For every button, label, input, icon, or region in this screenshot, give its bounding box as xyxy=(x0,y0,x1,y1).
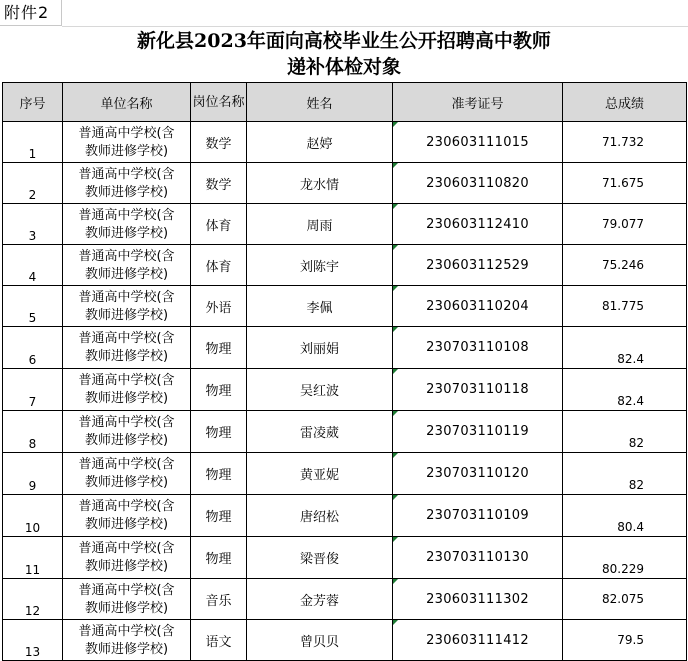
unit-line-2: 教师进修学校) xyxy=(84,266,169,282)
header-seq: 序号 xyxy=(3,83,63,122)
cell-name: 赵婷 xyxy=(247,122,393,163)
title-line-1: 新化县2023年面向高校毕业生公开招聘高中教师 xyxy=(137,30,551,52)
cell-position: 外语 xyxy=(191,286,247,327)
table-row xyxy=(3,163,687,204)
unit-line-1: 普通高中学校(含 xyxy=(78,289,175,305)
cell-position: 数学 xyxy=(191,163,247,204)
cell-seq: 3 xyxy=(3,204,63,245)
table-row xyxy=(3,453,687,495)
cell-ticket: 230603112410 xyxy=(393,204,563,245)
title-line-2: 递补体检对象 xyxy=(286,56,401,78)
header-score: 总成绩 xyxy=(563,83,687,122)
cell-unit xyxy=(63,327,191,369)
unit-line-1: 普通高中学校(含 xyxy=(78,582,175,598)
cell-seq: 11 xyxy=(3,537,63,579)
cell-score: 80.229 xyxy=(563,537,687,579)
cell-seq: 8 xyxy=(3,411,63,453)
unit-line-2: 教师进修学校) xyxy=(84,225,169,241)
cell-unit xyxy=(63,204,191,245)
cell-seq: 7 xyxy=(3,369,63,411)
cell-ticket: 230603111302 xyxy=(393,579,563,620)
cell-ticket: 230603111015 xyxy=(393,122,563,163)
cell-seq: 6 xyxy=(3,327,63,369)
unit-line-2: 教师进修学校) xyxy=(84,184,169,200)
cell-name: 雷凌葳 xyxy=(247,411,393,453)
cell-name: 龙水情 xyxy=(247,163,393,204)
attachment-label: 附件2 xyxy=(0,0,62,26)
unit-line-1: 普通高中学校(含 xyxy=(78,207,175,223)
cell-position: 物理 xyxy=(191,327,247,369)
cell-name: 黄亚妮 xyxy=(247,453,393,495)
unit-line-1: 普通高中学校(含 xyxy=(78,499,175,514)
cell-unit xyxy=(63,369,191,411)
cell-unit xyxy=(63,122,191,163)
table-row xyxy=(3,327,687,369)
cell-ticket: 230603110204 xyxy=(393,286,563,327)
unit-line-2: 教师进修学校) xyxy=(84,349,169,364)
cell-unit xyxy=(63,245,191,286)
table-row xyxy=(3,204,687,245)
cell-position: 体育 xyxy=(191,245,247,286)
cell-unit xyxy=(63,163,191,204)
header-unit: 单位名称 xyxy=(63,83,191,122)
table-row xyxy=(3,245,687,286)
cell-unit xyxy=(63,286,191,327)
header-name: 姓名 xyxy=(247,83,393,122)
candidate-table xyxy=(2,82,687,661)
cell-score: 82.075 xyxy=(563,579,687,620)
cell-unit xyxy=(63,411,191,453)
sheet-gridline xyxy=(62,0,688,27)
table-row xyxy=(3,369,687,411)
cell-name: 周雨 xyxy=(247,204,393,245)
cell-ticket: 230703110109 xyxy=(393,495,563,537)
unit-line-1: 普通高中学校(含 xyxy=(78,373,175,388)
cell-seq: 9 xyxy=(3,453,63,495)
cell-position: 物理 xyxy=(191,411,247,453)
unit-line-1: 普通高中学校(含 xyxy=(78,331,175,346)
cell-score: 82 xyxy=(563,453,687,495)
cell-name: 吴红波 xyxy=(247,369,393,411)
cell-score: 79.5 xyxy=(563,620,687,661)
cell-position: 物理 xyxy=(191,453,247,495)
unit-line-1: 普通高中学校(含 xyxy=(78,248,175,264)
table-row xyxy=(3,620,687,661)
unit-line-2: 教师进修学校) xyxy=(84,517,169,532)
table-header-row xyxy=(3,83,687,122)
unit-line-2: 教师进修学校) xyxy=(84,391,169,406)
cell-score: 81.775 xyxy=(563,286,687,327)
table-row xyxy=(3,579,687,620)
cell-position: 体育 xyxy=(191,204,247,245)
cell-ticket: 230603110820 xyxy=(393,163,563,204)
unit-line-2: 教师进修学校) xyxy=(84,143,169,159)
cell-seq: 5 xyxy=(3,286,63,327)
unit-line-1: 普通高中学校(含 xyxy=(78,541,175,556)
table-row xyxy=(3,286,687,327)
unit-line-1: 普通高中学校(含 xyxy=(78,415,175,430)
cell-seq: 13 xyxy=(3,620,63,661)
cell-ticket: 230703110118 xyxy=(393,369,563,411)
header-ticket: 准考证号 xyxy=(393,83,563,122)
unit-line-1: 普通高中学校(含 xyxy=(78,166,175,182)
cell-unit xyxy=(63,579,191,620)
cell-score: 71.675 xyxy=(563,163,687,204)
cell-name: 金芳蓉 xyxy=(247,579,393,620)
cell-position: 物理 xyxy=(191,495,247,537)
cell-seq: 1 xyxy=(3,122,63,163)
cell-position: 音乐 xyxy=(191,579,247,620)
cell-position: 物理 xyxy=(191,537,247,579)
table-row xyxy=(3,537,687,579)
cell-ticket: 230603112529 xyxy=(393,245,563,286)
unit-line-1: 普通高中学校(含 xyxy=(78,457,175,472)
cell-score: 75.246 xyxy=(563,245,687,286)
cell-seq: 10 xyxy=(3,495,63,537)
cell-name: 李佩 xyxy=(247,286,393,327)
unit-line-1: 普通高中学校(含 xyxy=(78,623,175,639)
cell-score: 82.4 xyxy=(563,327,687,369)
table-row xyxy=(3,122,687,163)
unit-line-2: 教师进修学校) xyxy=(84,475,169,490)
cell-ticket: 230703110119 xyxy=(393,411,563,453)
cell-position: 物理 xyxy=(191,369,247,411)
unit-line-2: 教师进修学校) xyxy=(84,600,169,616)
header-position: 岗位名称 xyxy=(191,83,247,122)
unit-line-1: 普通高中学校(含 xyxy=(78,125,175,141)
cell-score: 79.077 xyxy=(563,204,687,245)
cell-score: 71.732 xyxy=(563,122,687,163)
cell-seq: 12 xyxy=(3,579,63,620)
cell-score: 82 xyxy=(563,411,687,453)
cell-name: 刘陈宇 xyxy=(247,245,393,286)
cell-unit xyxy=(63,495,191,537)
cell-ticket: 230703110130 xyxy=(393,537,563,579)
cell-ticket: 230703110108 xyxy=(393,327,563,369)
cell-ticket: 230603111412 xyxy=(393,620,563,661)
cell-score: 80.4 xyxy=(563,495,687,537)
cell-name: 刘丽娟 xyxy=(247,327,393,369)
unit-line-2: 教师进修学校) xyxy=(84,307,169,323)
unit-line-2: 教师进修学校) xyxy=(84,641,169,657)
document-title xyxy=(0,28,688,80)
cell-unit xyxy=(63,537,191,579)
cell-seq: 4 xyxy=(3,245,63,286)
cell-seq: 2 xyxy=(3,163,63,204)
unit-line-2: 教师进修学校) xyxy=(84,433,169,448)
cell-ticket: 230703110120 xyxy=(393,453,563,495)
cell-position: 语文 xyxy=(191,620,247,661)
cell-name: 曾贝贝 xyxy=(247,620,393,661)
cell-name: 唐绍松 xyxy=(247,495,393,537)
cell-unit xyxy=(63,620,191,661)
table-row xyxy=(3,411,687,453)
unit-line-2: 教师进修学校) xyxy=(84,559,169,574)
cell-unit xyxy=(63,453,191,495)
cell-name: 梁晋俊 xyxy=(247,537,393,579)
cell-score: 82.4 xyxy=(563,369,687,411)
table-row xyxy=(3,495,687,537)
cell-position: 数学 xyxy=(191,122,247,163)
